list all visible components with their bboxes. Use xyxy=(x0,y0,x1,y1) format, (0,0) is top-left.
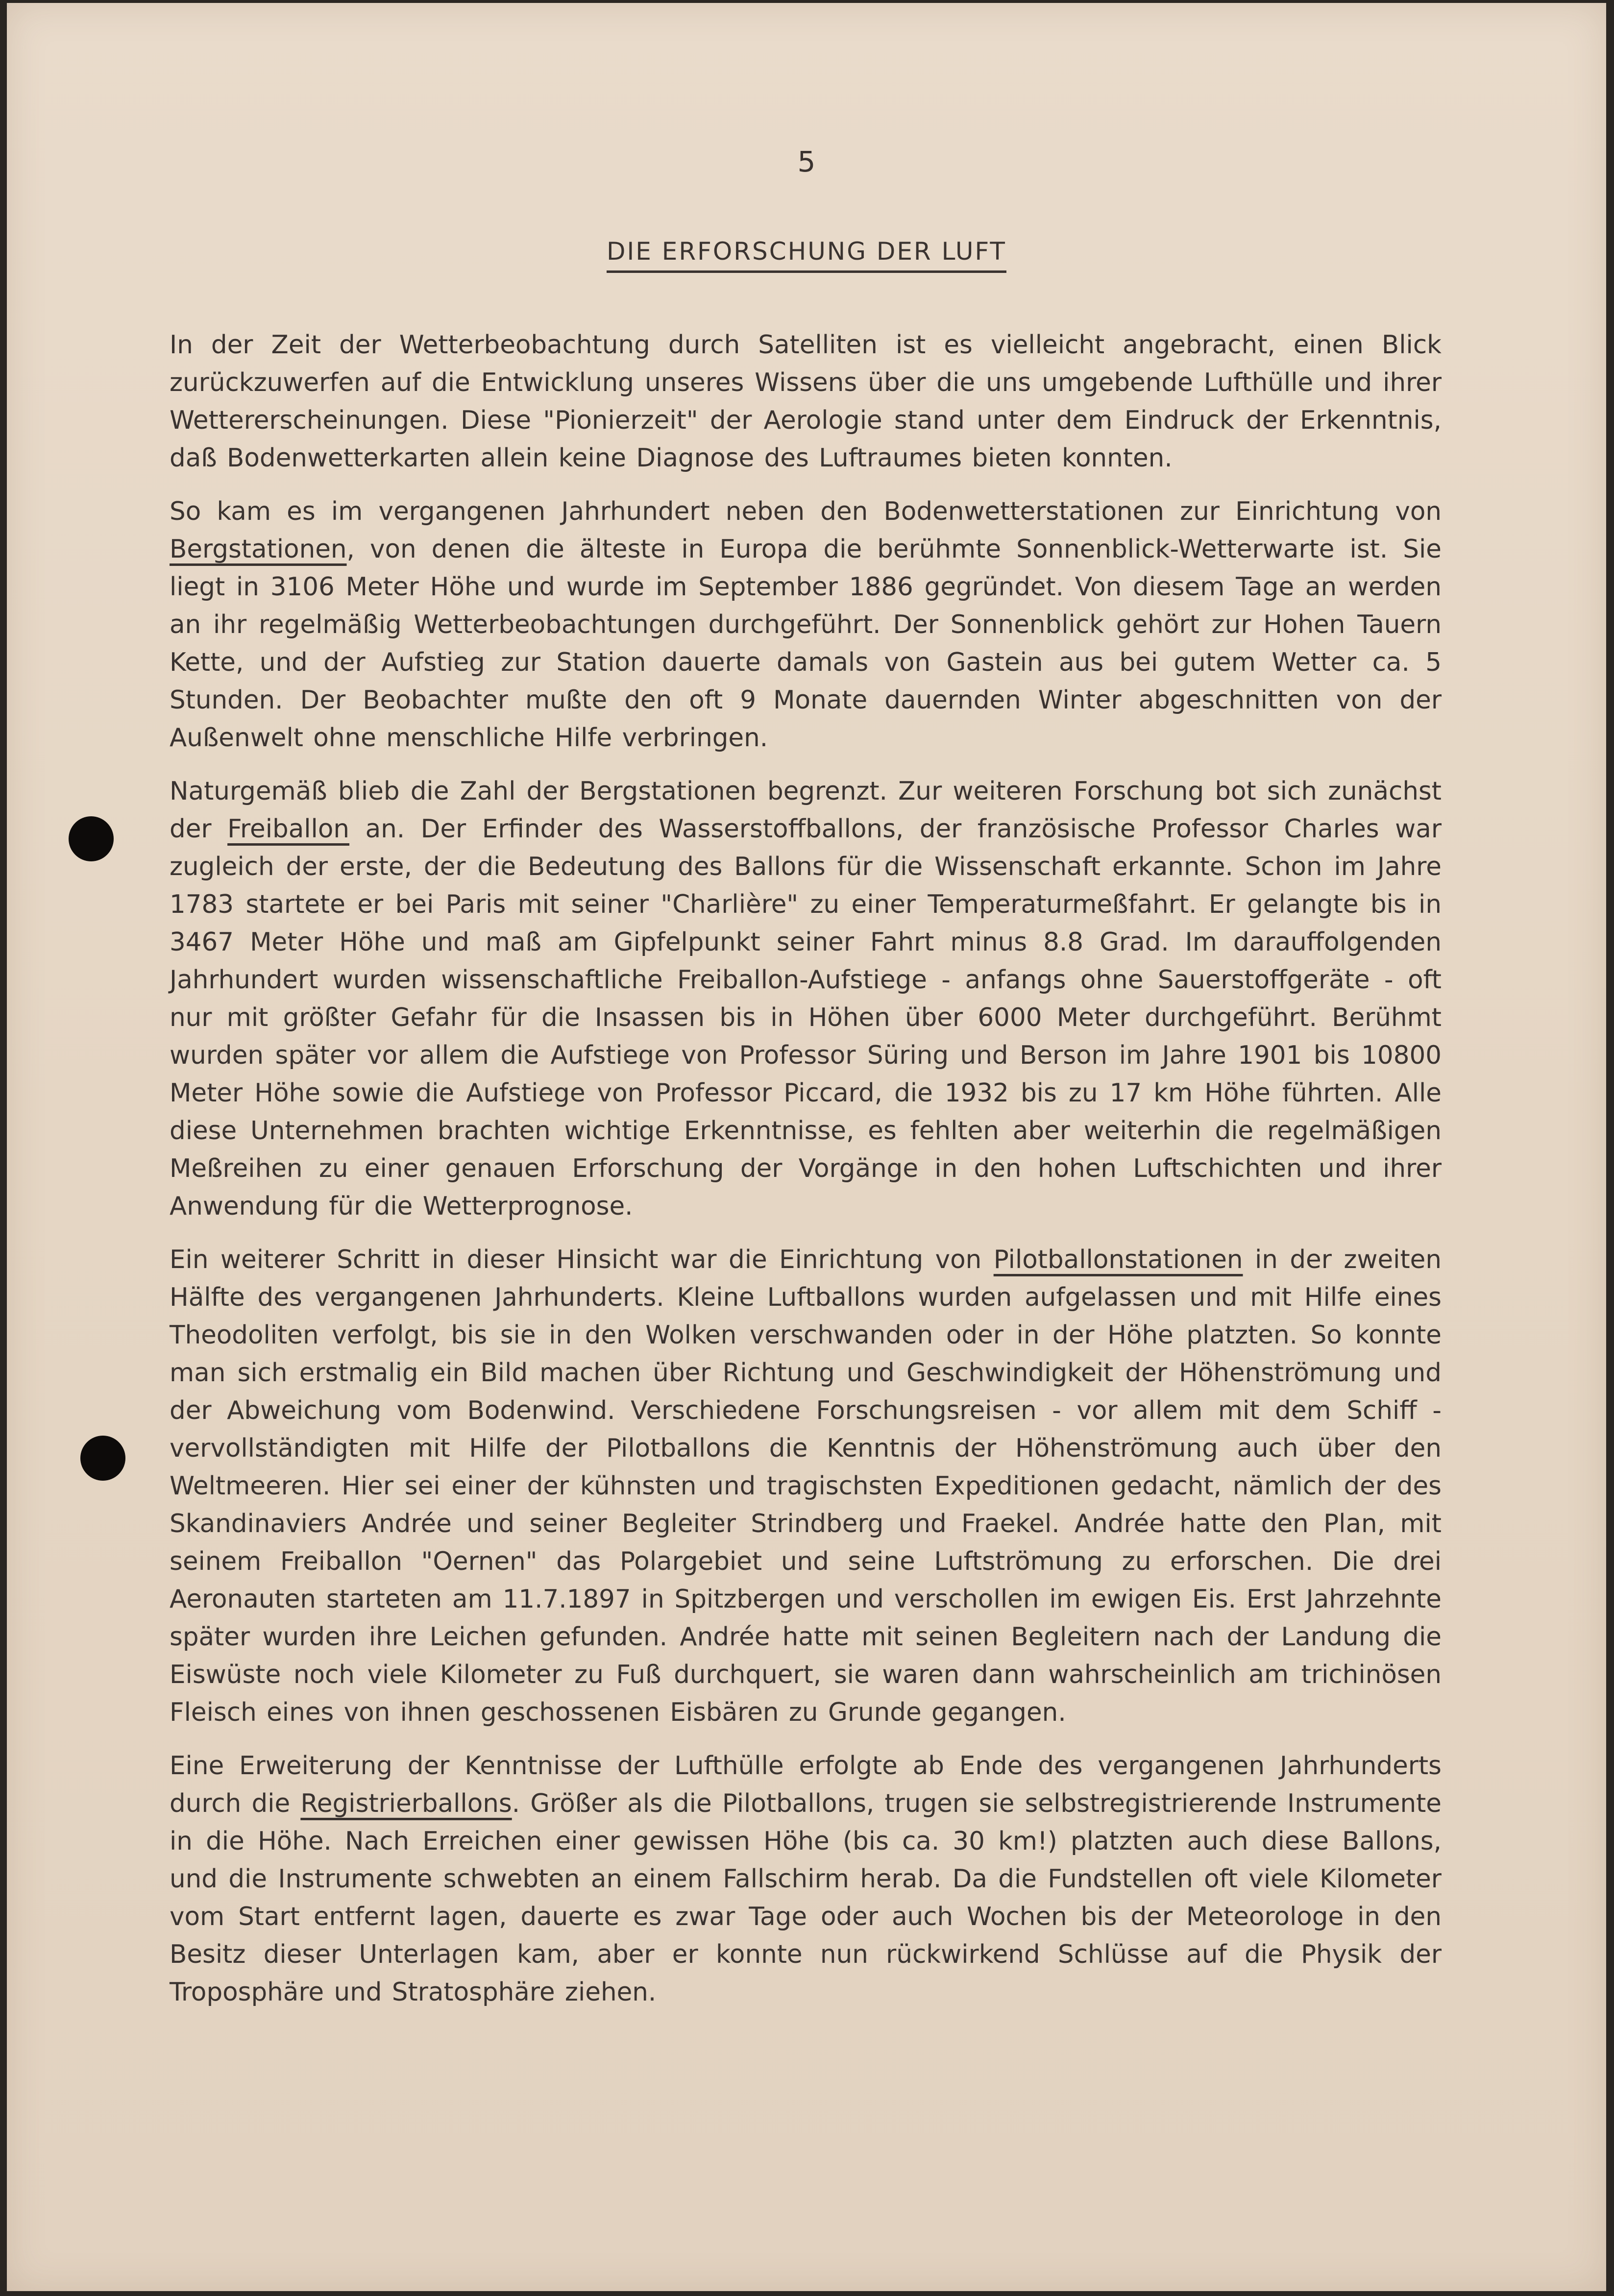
underlined-term-bergstationen: Bergstationen xyxy=(170,535,347,564)
paragraph-1: In der Zeit der Wetterbeobachtung durch Satelliten ist es vielleicht angebracht, einen Blick zurückzuwerfen auf die Entwicklung unseres Wissens über die uns umgebende Lufthülle und ihrer Wettererscheinungen. Diese "Pionierzeit" der Aerologie stand unter dem Eindruck der Erkenntnis, daß Bodenwetterkarten allein keine Diagnose des Luftraumes bieten konnten. xyxy=(170,330,1442,473)
paragraph-2-text-start: So kam es im vergangenen Jahrhundert neben den Bodenwetterstationen zur Einrichtung von xyxy=(170,497,1442,526)
paragraph-3-text-end: an. Der Erfinder des Wasserstoffballons, der französische Professor Charles war zugleich der erste, der die Bedeutung des Ballons für die Wissenschaft erkannte. Schon im Jahre 1783 startete er bei Paris mit seiner "Charlière" zu einer Temperaturmeßfahrt. Er gelangte bis in 3467 Meter Höhe und maß am Gipfelpunkt seiner Fahrt minus 8.8 Grad. Im darauffolgenden Jahrhundert wurden wissenschaftliche Freiballon-Aufstiege - anfangs ohne Sauerstoffgeräte - oft nur mit größter Gefahr für die Insassen bis in Höhen über 6000 Meter durchgeführt. Berühmt wurden später vor allem die Aufstiege von Professor Süring und Berson im Jahre 1901 bis 10800 Meter Höhe sowie die Aufstiege von Professor Piccard, die 1932 bis zu 17 km Höhe führten. Alle diese Unternehmen brachten wichtige Erkenntnisse, es fehlten aber weiterhin die regelmäßigen Meßreihen zu einer genauen Erforschung der Vorgänge in den hohen Luftschichten und ihrer Anwendung für die Wetterprognose. xyxy=(170,814,1442,1221)
paragraph-2 xyxy=(170,493,1442,757)
paragraph-3-text-start: Naturgemäß blieb die Zahl der Bergstationen begrenzt. Zur weiteren Forschung bot sich zunächst der xyxy=(170,777,1442,844)
punch-hole-lower xyxy=(80,1436,125,1481)
underlined-term-freiballon: Freiballon xyxy=(227,814,350,844)
page-title-text: DIE ERFORSCHUNG DER LUFT xyxy=(607,237,1006,273)
page-number: 5 xyxy=(797,145,816,178)
document-page xyxy=(7,3,1606,2291)
paragraph-4 xyxy=(170,1241,1442,1732)
paragraph-3 xyxy=(170,773,1442,1225)
paragraph-4-text-start: Ein weiterer Schritt in dieser Hinsicht war die Einrichtung von xyxy=(170,1245,994,1274)
underlined-term-pilotballonstationen: Pilotballonstationen xyxy=(993,1245,1243,1274)
paragraph-4-text-end: in der zweiten Hälfte des vergangenen Jahrhunderts. Kleine Luftballons wurden aufgelassen und mit Hilfe eines Theodoliten verfolgt, bis sie in den Wolken verschwanden oder in der Höhe platzten. So konnte man sich erstmalig ein Bild machen über Richtung und Geschwindigkeit der Höhenströmung und der Abweichung vom Bodenwind. Verschiedene Forschungsreisen - vor allem mit dem Schiff - vervollständigten mit Hilfe der Pilotballons die Kenntnis der Höhenströmung auch über den Weltmeeren. Hier sei einer der kühnsten und tragischsten Expeditionen gedacht, nämlich der des Skandinaviers Andrée und seiner Begleiter Strindberg und Fraekel. Andrée hatte den Plan, mit seinem Freiballon "Oernen" das Polargebiet und seine Luftströmung zu erforschen. Die drei Aeronauten starteten am 11.7.1897 in Spitzbergen und verschollen im ewigen Eis. Erst Jahrzehnte später wurden ihre Leichen gefunden. Andrée hatte mit seinen Begleitern nach der Landung die Eiswüste noch viele Kilometer zu Fuß durchquert, sie waren dann wahrscheinlich am trichinösen Fleisch eines von ihnen geschossenen Eisbären zu Grunde gegangen. xyxy=(170,1245,1442,1727)
body-text xyxy=(170,326,1442,2027)
paragraph-5 xyxy=(170,1747,1442,2011)
paragraph-2-text-end: , von denen die älteste in Europa die berühmte Sonnenblick-Wetterwarte ist. Sie liegt in 3106 Meter Höhe und wurde im September 1886 gegründet. Von diesem Tage an werden an ihr regelmäßig Wetterbeobachtungen durchgeführt. Der Sonnenblick gehört zur Hohen Tauern Kette, und der Aufstieg zur Station dauerte damals von Gastein aus bei gutem Wetter ca. 5 Stunden. Der Beobachter mußte den oft 9 Monate dauernden Winter abgeschnitten von der Außenwelt ohne menschliche Hilfe verbringen. xyxy=(170,535,1442,753)
paragraph-5-text-start: Eine Erweiterung der Kenntnisse der Lufthülle erfolgte ab Ende des vergangenen Jahrhunderts durch die xyxy=(170,1751,1442,1818)
punch-hole-upper xyxy=(69,816,114,861)
underlined-term-registrierballons: Registrierballons xyxy=(300,1789,512,1818)
paragraph-5-text-end: . Größer als die Pilotballons, trugen sie selbstregistrierende Instrumente in die Höhe. Nach Erreichen einer gewissen Höhe (bis ca. 30 km!) platzten auch diese Ballons, und die Instrumente schwebten an einem Fallschirm herab. Da die Fundstellen oft viele Kilometer vom Start entfernt lagen, dauerte es zwar Tage oder auch Wochen bis der Meteorologe in den Besitz dieser Unterlagen kam, aber er konnte nun rückwirkend Schlüsse auf die Physik der Troposphäre und Stratosphäre ziehen. xyxy=(170,1789,1442,2007)
page-title xyxy=(7,237,1606,273)
